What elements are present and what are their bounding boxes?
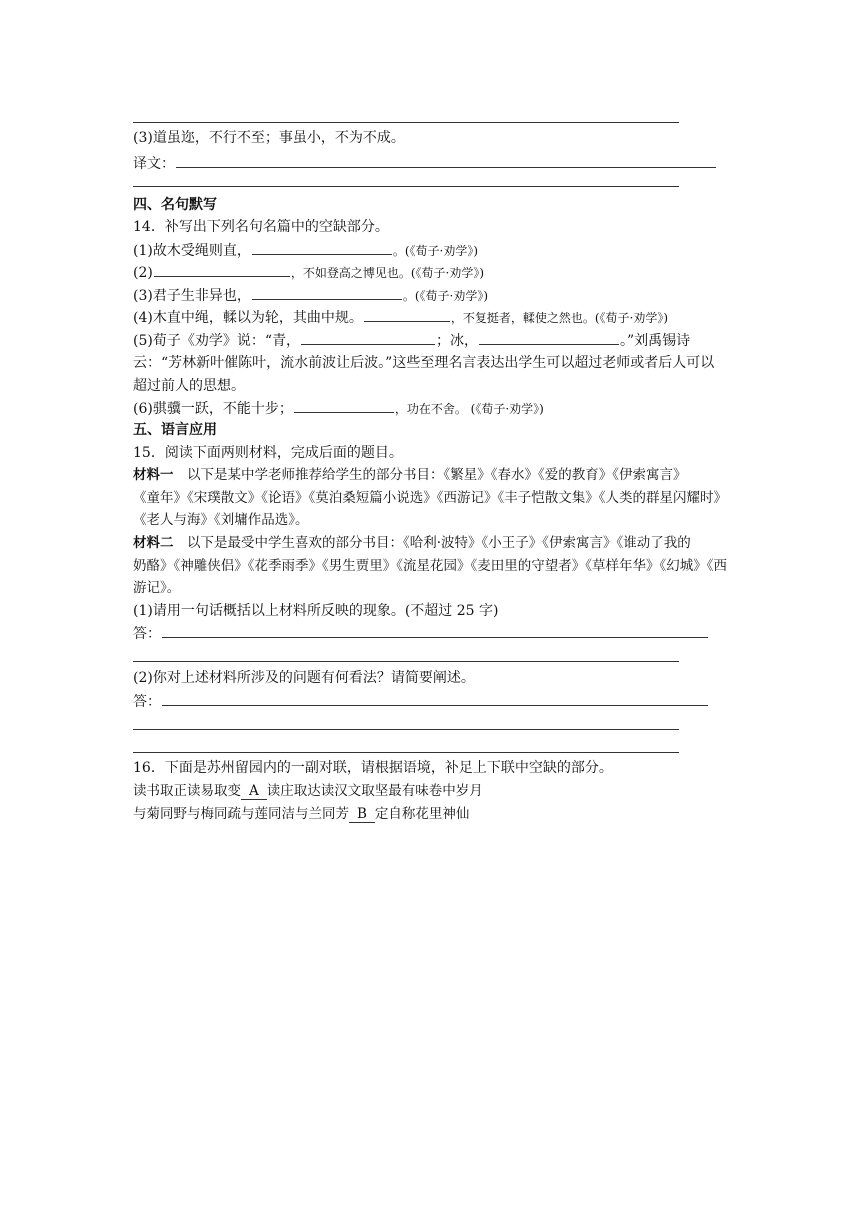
- q15-2: (2)你对上述材料所涉及的问题有何看法？请简要阐述。: [133, 670, 475, 686]
- material-1-line2: 《童年》《宋璞散文》《论语》《莫泊桑短篇小说选》《西游记》《丰子恺散文集》《人类的群星闪耀时》: [133, 490, 727, 506]
- question-16: 16．下面是苏州留园内的一副对联，请根据语境，补足上下联中空缺的部分。: [133, 760, 613, 776]
- answer-2: 答：: [133, 691, 709, 712]
- material-1-label: 材料一: [133, 467, 174, 483]
- material-2-line3: 游记》。: [133, 580, 181, 596]
- q14-4: (4)木直中绳，輮以为轮，其曲中规。 ，不复挺者，輮使之然也。(《荀子·劝学》): [133, 307, 668, 328]
- answer-1-blank[interactable]: [162, 623, 708, 638]
- answer-line: [133, 661, 679, 662]
- translation-blank[interactable]: [176, 153, 716, 168]
- blank-a[interactable]: A: [241, 783, 267, 800]
- q14-5: (5)荀子《劝学》说：“青， ；冰， 。”刘禹锡诗: [133, 330, 690, 351]
- answer-1: 答：: [133, 623, 709, 644]
- material-1-line3: 《老人与海》《刘墉作品选》。: [133, 512, 309, 528]
- answer-line: [133, 122, 679, 123]
- q14-1: (1)故木受绳则直， 。(《荀子·劝学》): [133, 240, 478, 261]
- blank-14-2[interactable]: [154, 262, 290, 277]
- answer-line: [133, 752, 679, 753]
- answer-line: [133, 729, 679, 730]
- section-5-heading: 五、语言应用: [133, 422, 217, 438]
- material-2: 材料二 以下是最受中学生喜欢的部分书目：《哈利·波特》《小王子》《伊索寓言》《谁动了我的: [133, 535, 691, 551]
- q14-3: (3)君子生非异也， 。(《荀子·劝学》): [133, 285, 488, 306]
- answer-2-blank[interactable]: [162, 691, 708, 706]
- translation-label: 译文：: [133, 156, 175, 172]
- blank-14-1[interactable]: [252, 240, 392, 255]
- couplet-lower: 与菊同野与梅同疏与莲同洁与兰同芳 B 定自称花里神仙: [133, 806, 470, 822]
- question-3: (3)道虽迩，不行不至；事虽小，不为不成。: [133, 130, 405, 146]
- q14-5-end: 超过前人的思想。: [133, 378, 245, 394]
- q14-2: (2) ，不如登高之博见也。(《荀子·劝学》): [133, 262, 484, 283]
- answer-line: [133, 186, 679, 187]
- blank-14-5b[interactable]: [479, 330, 619, 345]
- blank-b[interactable]: B: [349, 806, 375, 823]
- q14-6: (6)骐骥一跃，不能十步； ，功在不舍。 (《荀子·劝学》): [133, 398, 544, 419]
- material-2-label: 材料二: [133, 535, 174, 551]
- material-1: 材料一 以下是某中学老师推荐给学生的部分书目：《繁星》《春水》《爱的教育》《伊索寓言》: [133, 467, 687, 483]
- section-4-heading: 四、名句默写: [133, 197, 217, 213]
- question-15: 15．阅读下面两则材料，完成后面的题目。: [133, 445, 403, 461]
- blank-14-3[interactable]: [252, 285, 402, 300]
- blank-14-6[interactable]: [294, 398, 394, 413]
- translation-line: [133, 153, 717, 174]
- q14-5-cont: 云：“芳林新叶催陈叶，流水前波让后波。”这些至理名言表达出学生可以超过老师或者后人可以: [133, 355, 715, 371]
- material-2-line2: 奶酪》《神雕侠侣》《花季雨季》《男生贾里》《流星花园》《麦田里的守望者》《草样年华》《幻城》《西: [133, 558, 727, 574]
- q15-1: (1)请用一句话概括以上材料所反映的现象。(不超过 25 字): [133, 603, 499, 619]
- question-14: 14．补写出下列名句名篇中的空缺部分。: [133, 219, 389, 235]
- blank-14-5a[interactable]: [301, 330, 435, 345]
- blank-14-4[interactable]: [364, 307, 450, 322]
- couplet-upper: 读书取正读易取变 A 读庄取达读汉文取坚最有味卷中岁月: [133, 783, 483, 799]
